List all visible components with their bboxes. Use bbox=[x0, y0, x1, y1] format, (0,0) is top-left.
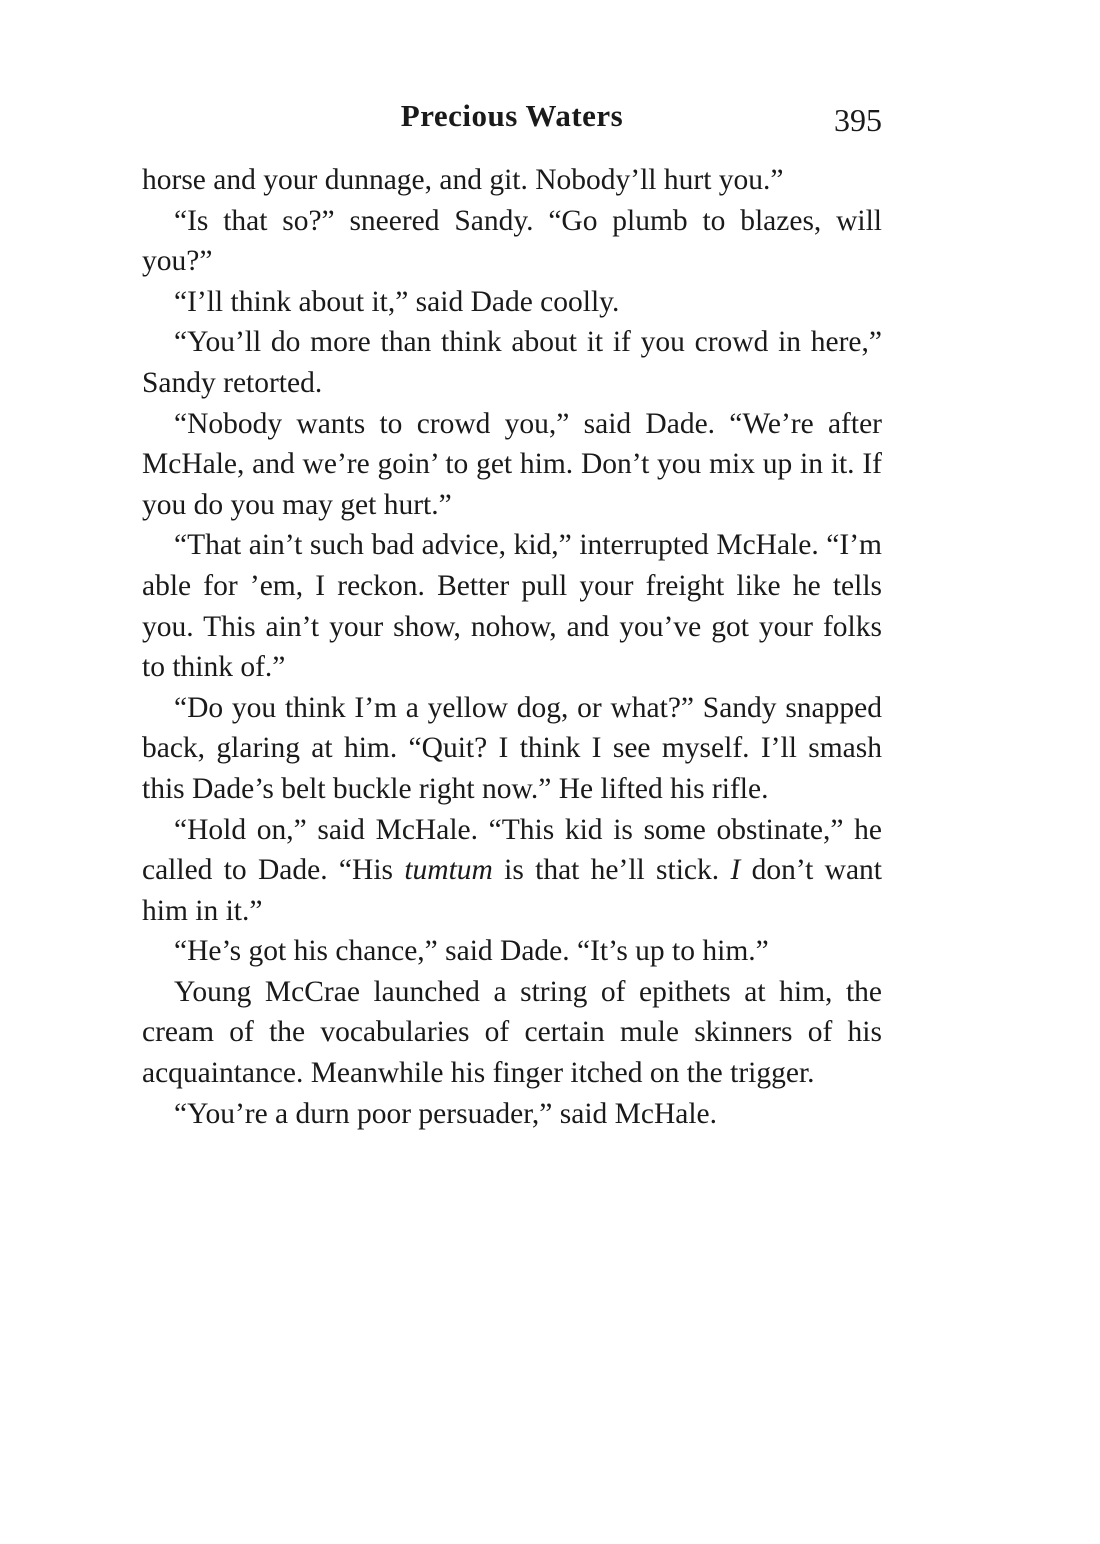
paragraph bbox=[142, 972, 882, 1094]
paragraph bbox=[142, 282, 882, 323]
page-number: 395 bbox=[834, 102, 882, 138]
paragraph bbox=[142, 1094, 882, 1135]
paragraph bbox=[142, 322, 882, 403]
text-run: “You’ll do more than think about it if you crowd in here,” Sandy retorted. bbox=[142, 326, 882, 399]
text-run: “You’re a durn poor persuader,” said McHale. bbox=[174, 1097, 718, 1130]
text-run: “Do you think I’m a yellow dog, or what?” Sandy snapped back, glaring at him. “Quit? I think I see myself. I’ll smash this Dade’s belt buckle right now.” He lifted his rifle. bbox=[142, 691, 882, 805]
text-run: is that he’ll stick. bbox=[492, 854, 731, 887]
text-run: horse and your dunnage, and git. Nobody’ll hurt you.” bbox=[142, 164, 784, 196]
text-run: Young McCrae launched a string of epithets at him, the cream of the vocabularies of certain mule skinners of his acquaintance. Meanwhile his finger itched on the trigger. bbox=[142, 975, 882, 1090]
running-title: Precious Waters bbox=[400, 98, 624, 133]
paragraph bbox=[142, 404, 882, 526]
italic-word: tumtum bbox=[404, 854, 493, 887]
text-run: don’t want him in it.” bbox=[142, 854, 883, 927]
body-text bbox=[142, 160, 882, 1134]
text-run: “I’ll think about it,” said Dade coolly. bbox=[174, 285, 620, 318]
running-head bbox=[142, 98, 882, 142]
text-run: “Hold on,” said McHale. “This kid is some obstinate,” he called to Dade. “His bbox=[142, 813, 882, 887]
paragraph bbox=[142, 810, 882, 932]
paragraph bbox=[142, 931, 882, 972]
text-run: “Nobody wants to crowd you,” said Dade. “We’re after McHale, and we’re goin’ to get him. Don’t you mix up in it. If you do you may get hurt.” bbox=[142, 407, 882, 521]
text-run: “That ain’t such bad advice, kid,” interrupted McHale. “I’m able for ’em, I reckon. Better pull your freight like he tells you. This ain’t your show, nohow, and you’ve got your folks to think of.” bbox=[142, 529, 882, 684]
italic-word: I bbox=[730, 854, 741, 887]
text-run: “Is that so?” sneered Sandy. “Go plumb to blazes, will you?” bbox=[142, 204, 882, 278]
paragraph bbox=[142, 201, 882, 282]
text-run: “He’s got his chance,” said Dade. “It’s up to him.” bbox=[174, 935, 769, 968]
paragraph bbox=[142, 160, 882, 201]
paragraph bbox=[142, 688, 882, 810]
paragraph bbox=[142, 525, 882, 687]
